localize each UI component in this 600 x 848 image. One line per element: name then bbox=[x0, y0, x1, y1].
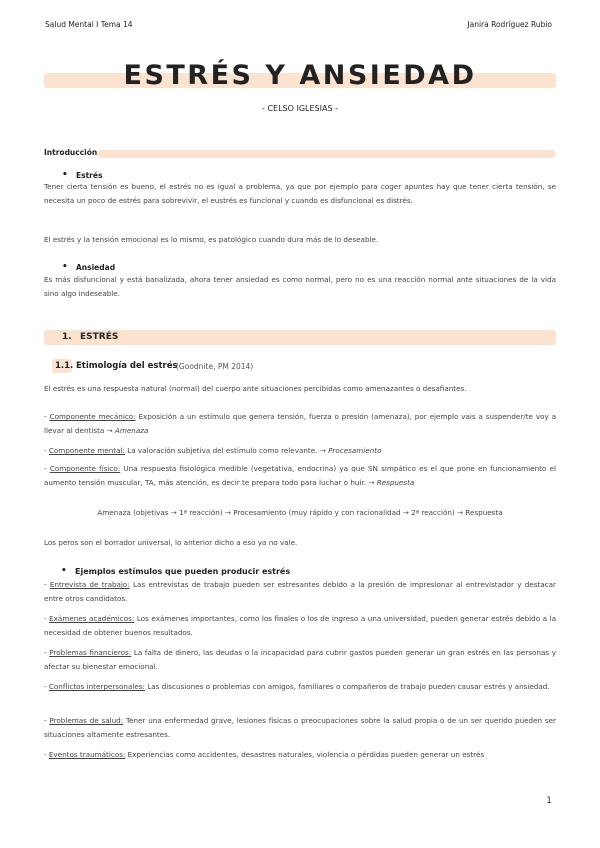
dash: - bbox=[44, 614, 50, 623]
ejemplo-item bbox=[44, 680, 556, 694]
ejemplo-item bbox=[44, 646, 556, 674]
componente-tail: Amenaza bbox=[114, 426, 149, 435]
ejemplo-name: Entrevista de trabajo: bbox=[49, 580, 130, 589]
ansiedad-heading: • Ansiedad bbox=[76, 263, 115, 272]
ejemplo-text: Las discusiones o problemas con amigos, familiares o compañeros de trabajo pueden causar estrés y ansiedad. bbox=[144, 682, 550, 691]
dash: - bbox=[44, 412, 50, 421]
ejemplo-name: Problemas financieros: bbox=[49, 648, 132, 657]
header-left: Salud Mental I Tema 14 bbox=[45, 20, 133, 29]
componente-mental bbox=[44, 444, 556, 458]
subsection-number: 1.1. bbox=[55, 361, 74, 371]
componente-name: Componente físico: bbox=[49, 464, 121, 473]
ejemplo-name: Eventos traumáticos: bbox=[48, 750, 126, 759]
ejemplo-text: La falta de dinero, las deudas o la incapacidad para cubrir gastos pueden generar un gran estrés en las personas y afectar su bienestar emocional. bbox=[44, 648, 556, 671]
estres-paragraph-2: El estrés y la tensión emocional es lo mismo, es patológico cuando dura más de lo deseable. bbox=[44, 235, 379, 244]
ejemplo-text: Los exámenes importantes, como los finales o los de ingreso a una universidad, pueden generar estrés debido a la necesidad de obtener buenos resultados. bbox=[44, 614, 556, 637]
ejemplo-text: Experiencias como accidentes, desastres naturales, violencia o pérdidas pueden generar un estrés bbox=[125, 750, 485, 759]
ejemplo-item bbox=[44, 578, 556, 606]
page-number: 1 bbox=[546, 796, 552, 806]
page-title: ESTRÉS Y ANSIEDAD bbox=[123, 60, 477, 91]
section-highlight bbox=[44, 330, 556, 345]
componente-text: La valoración subjetiva del estímulo como relevante. → bbox=[124, 446, 329, 455]
dash: - bbox=[44, 464, 50, 473]
ejemplo-name: Problemas de salud: bbox=[49, 716, 124, 725]
ejemplo-text: Las entrevistas de trabajo pueden ser estresantes debido a la presión de impresionar al entrevistador y destacar entre otros candidatos. bbox=[44, 580, 556, 603]
intro-label: Introducción bbox=[44, 148, 98, 157]
section-number: 1. bbox=[62, 332, 72, 342]
componente-mecanico bbox=[44, 410, 556, 438]
estres-heading: • Estrés bbox=[76, 171, 102, 180]
componente-text: Una respuesta fisiológica medible (vegetativa, endocrina) ya que SN simpático es el que pone en funcionamiento el aumento tensión muscular, TA, más atención, es decir te prepara todo para luchar o huir. → bbox=[44, 464, 556, 487]
dash: - bbox=[44, 648, 50, 657]
subsection-reference: (Goodnite, PM 2014) bbox=[176, 362, 254, 371]
dash: - bbox=[44, 682, 49, 691]
ejemplo-text: Tener una enfermedad grave, lesiones físicas o preocupaciones sobre la salud propia o de un ser querido pueden ser situaciones altamente estresantes. bbox=[44, 716, 556, 739]
componente-name: Componente mecánico: bbox=[49, 412, 136, 421]
ejemplo-item bbox=[44, 612, 556, 640]
ejemplo-name: Exámenes académicos: bbox=[49, 614, 135, 623]
header-right: Janira Rodríguez Rubio bbox=[467, 20, 552, 29]
estres-paragraph-1: Tener cierta tensión es bueno, el estrés no es igual a problema, ya que por ejemplo para coger apuntes hay que tener cierta tensión, se necesita un poco de estrés para sobrevivir, el eustrés es funcional y cuando es disfuncional es distrés. bbox=[44, 182, 556, 205]
dash: - bbox=[44, 446, 49, 455]
dash: - bbox=[44, 580, 50, 589]
intro-highlight bbox=[98, 150, 556, 158]
section-title: ESTRÉS bbox=[80, 332, 119, 342]
ejemplo-item bbox=[44, 714, 556, 742]
ejemplos-heading: • Ejemplos estímulos que pueden producir estrés bbox=[75, 567, 290, 576]
dash: - bbox=[44, 716, 50, 725]
page-subtitle: - CELSO IGLESIAS - bbox=[262, 104, 338, 113]
estres-definition: El estrés es una respuesta natural (normal) del cuerpo ante situaciones percibidas como amenazantes o desafiantes. bbox=[44, 384, 467, 393]
componente-tail: Procesamiento bbox=[328, 446, 382, 455]
ansiedad-paragraph: Es más disfuncional y está banalizada, ahora tener ansiedad es como normal, pero no es una reacción normal ante situaciones de la vida sino algo indeseable. bbox=[44, 275, 556, 298]
ejemplo-item bbox=[44, 748, 556, 762]
componente-name: Componente mental: bbox=[48, 446, 125, 455]
componente-text: Exposición a un estímulo que genera tensión, fuerza o presión (amenaza), por ejemplo vais a suspender/te voy a llevar al dentista → bbox=[44, 412, 556, 435]
dash: - bbox=[44, 750, 49, 759]
peros-note: Los peros son el borrador universal, lo anterior dicho a eso ya no vale. bbox=[44, 538, 298, 547]
flow-line: Amenaza (objetivas → 1ª reacción) → Procesamiento (muy rápido y con racionalidad → 2ª reacción) → Respuesta bbox=[97, 508, 503, 517]
componente-tail: Respuesta bbox=[376, 478, 415, 487]
componente-fisico bbox=[44, 462, 556, 490]
subsection-title: Etimología del estrés bbox=[76, 361, 178, 371]
ejemplo-name: Conflictos interpersonales: bbox=[48, 682, 145, 691]
